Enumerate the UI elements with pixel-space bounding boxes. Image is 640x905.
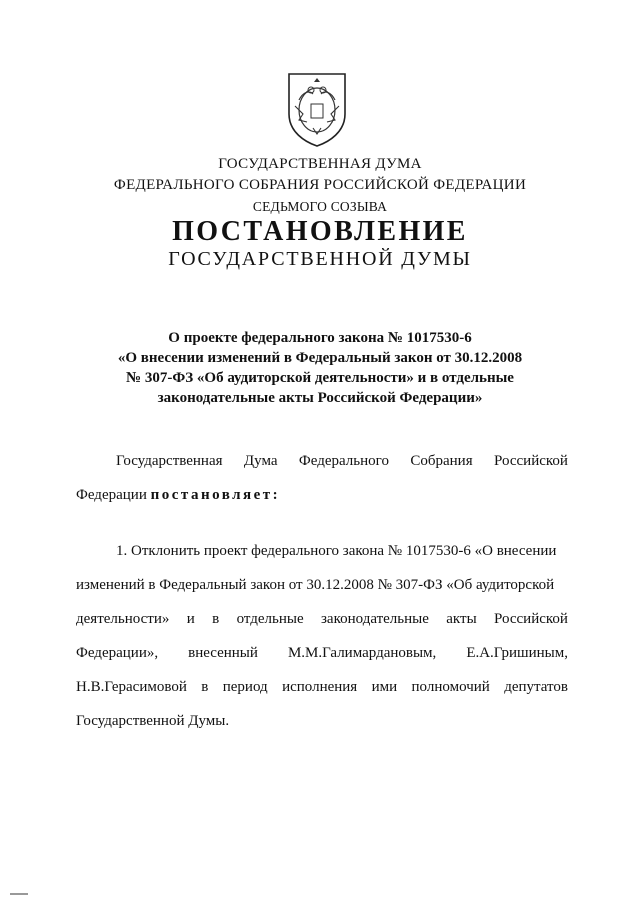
- word: депутатов: [504, 679, 568, 695]
- word: Федерального: [298, 453, 389, 469]
- intro-paragraph: [76, 444, 568, 512]
- issuer-header: [0, 154, 640, 217]
- coat-of-arms-emblem: [281, 70, 353, 148]
- resolution-verb: постановляет:: [150, 487, 281, 503]
- document-title: [0, 328, 640, 408]
- header-line-duma: ГОСУДАРСТВЕННАЯ ДУМА: [218, 156, 422, 172]
- word: период: [222, 679, 268, 695]
- item-1-line-6: Государственной Думы.: [76, 713, 230, 729]
- header-line-assembly: ФЕДЕРАЛЬНОГО СОБРАНИЯ РОССИЙСКОЙ ФЕДЕРАЦИИ: [113, 177, 527, 193]
- word: Е.А.Гришиным,: [466, 645, 568, 661]
- word: М.М.Галимардановым,: [287, 645, 437, 661]
- word: законодательные: [320, 611, 429, 627]
- title-line: законодательные акты Российской Федерации»: [157, 390, 483, 406]
- word: Государственная: [116, 453, 223, 469]
- word: в: [201, 679, 209, 695]
- word: ими: [371, 679, 398, 695]
- item-1-line-2: изменений в Федеральный закон от 30.12.2008 № 307-ФЗ «Об аудиторской: [76, 577, 555, 593]
- word: отдельные: [236, 611, 304, 627]
- word: исполнения: [282, 679, 358, 695]
- header-line-convocation: СЕДЬМОГО СОЗЫВА: [252, 199, 388, 214]
- word: Н.В.Герасимовой: [76, 679, 187, 695]
- intro-line-2: [76, 478, 568, 512]
- word: полномочий: [411, 679, 490, 695]
- word: Федерации»,: [76, 645, 159, 661]
- word: в: [212, 611, 220, 627]
- document-type: ПОСТАНОВЛЕНИЕ: [172, 216, 468, 247]
- title-line: «О внесении изменений в Федеральный закон от 30.12.2008: [117, 350, 523, 366]
- intro-lead: Федерации: [76, 487, 147, 503]
- word: Собрания: [410, 453, 473, 469]
- word: акты: [446, 611, 477, 627]
- word: деятельности»: [76, 611, 170, 627]
- document-issuer: ГОСУДАРСТВЕННОЙ ДУМЫ: [168, 248, 472, 270]
- word: Дума: [243, 453, 278, 469]
- scan-artifact: [10, 893, 28, 895]
- item-1-line-5: [76, 670, 568, 704]
- word: Российской: [494, 453, 568, 469]
- item-1-paragraph: [76, 534, 568, 738]
- title-line: О проекте федерального закона № 1017530-6: [168, 330, 472, 346]
- title-line: № 307-ФЗ «Об аудиторской деятельности» и в отдельные: [126, 370, 514, 386]
- word: Российской: [494, 611, 568, 627]
- word: внесенный: [188, 645, 258, 661]
- intro-line-1: [76, 444, 568, 478]
- item-1-line-4: [76, 636, 568, 670]
- item-1-line-3: [76, 602, 568, 636]
- item-1-line-1: 1. Отклонить проект федерального закона № 1017530-6 «О внесении: [116, 543, 557, 559]
- word: и: [186, 611, 195, 627]
